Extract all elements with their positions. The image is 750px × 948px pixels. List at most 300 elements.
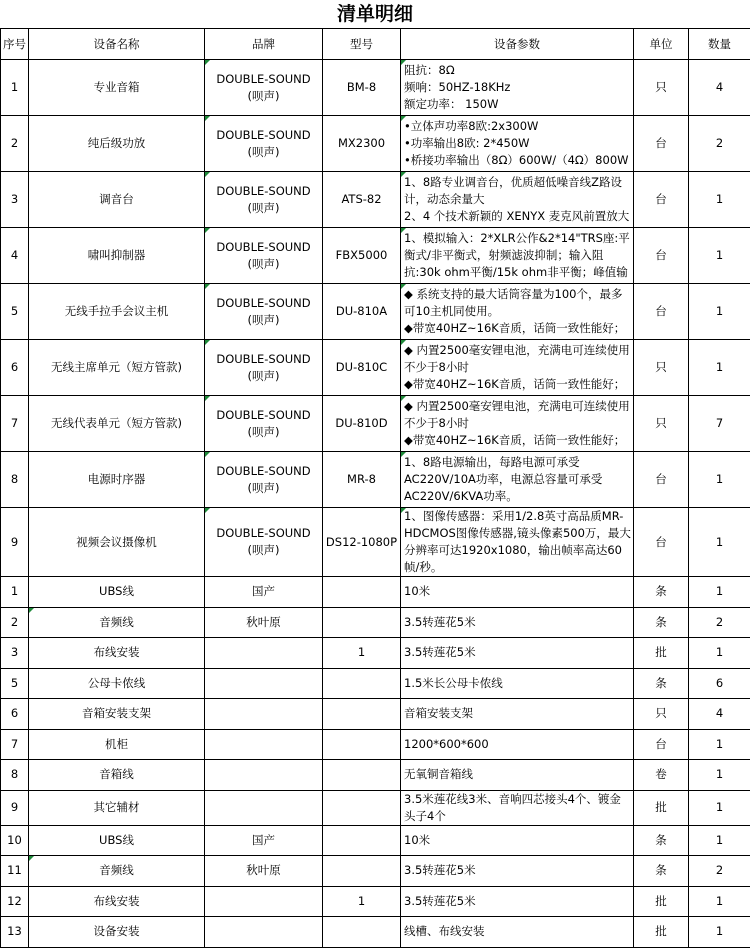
row-name-cell [29,228,205,284]
row-params-cell [401,172,634,228]
row-no-text: 9 [11,535,18,549]
row-params-cell [401,917,634,948]
row-name-cell [29,452,205,508]
row-unit-text: 台 [655,192,667,206]
row-brand-text: DOUBLE-SOUND (呗声) [207,351,320,385]
row-params-text: 10米 [404,832,631,849]
row-name-text: 音频线 [99,863,134,877]
row-name-cell [29,340,205,396]
row-name-text: 专业音箱 [94,80,140,94]
row-brand-text: DOUBLE-SOUND (呗声) [207,183,320,217]
row-model-text: 1 [358,894,365,908]
row-model-text: MR-8 [347,472,376,486]
row-unit-cell [634,760,689,791]
row-brand-text: 国产 [207,583,320,600]
row-qty-cell [689,825,750,856]
row-name-text: 其它辅材 [94,800,140,814]
row-params-cell [401,856,634,887]
row-params-cell [401,116,634,172]
row-name-text: 设备安装 [94,924,140,938]
table-row [1,508,750,577]
row-model-cell [323,577,401,608]
row-params-cell [401,760,634,791]
row-brand-cell [205,917,323,948]
row-brand-cell [205,172,323,228]
row-name-text: 啸叫抑制器 [88,248,146,262]
row-name-text: 纯后级功放 [88,136,146,150]
row-qty-text: 1 [716,800,723,814]
row-no-text: 2 [11,136,18,150]
row-no-cell [1,60,29,116]
row-unit-text: 批 [655,645,667,659]
row-params-text: 1.5米长公母卡侬线 [404,675,631,692]
row-model-cell [323,729,401,760]
row-qty-text: 1 [716,192,723,206]
row-name-cell [29,790,205,825]
row-no-cell [1,856,29,887]
row-model-cell [323,172,401,228]
row-qty-text: 1 [716,360,723,374]
row-no-text: 8 [11,767,18,781]
row-model-text: MX2300 [338,136,385,150]
row-no-cell [1,638,29,669]
row-name-cell [29,284,205,340]
row-model-cell [323,452,401,508]
row-name-text: 无线手拉手会议主机 [65,304,169,318]
row-no-cell [1,577,29,608]
row-qty-text: 2 [716,136,723,150]
row-name-text: 无线代表单元（短方管款) [51,416,182,430]
row-qty-text: 2 [716,615,723,629]
row-model-text: DU-810D [335,416,387,430]
row-unit-text: 条 [655,676,667,690]
header-brand: 品牌 [205,29,323,60]
row-qty-cell [689,856,750,887]
row-unit-text: 台 [655,136,667,150]
row-model-cell [323,886,401,917]
row-qty-text: 1 [716,645,723,659]
row-name-cell [29,577,205,608]
row-brand-text: DOUBLE-SOUND (呗声) [207,295,320,329]
row-model-cell [323,116,401,172]
row-params-text: ◆ 系统支持的最大话筒容量为100个，最多可10主机同使用。 ◆带宽40HZ~16K音质，话筒一致性能好； [404,286,631,337]
table-row [1,638,750,669]
row-no-text: 5 [11,304,18,318]
row-no-cell [1,452,29,508]
row-params-text: 10米 [404,583,631,600]
row-brand-cell [205,790,323,825]
row-qty-cell [689,577,750,608]
row-no-cell [1,699,29,730]
table-row [1,886,750,917]
row-qty-text: 4 [716,706,723,720]
row-model-cell [323,760,401,791]
row-qty-cell [689,452,750,508]
row-brand-text: DOUBLE-SOUND (呗声) [207,239,320,273]
row-unit-text: 台 [655,304,667,318]
row-unit-cell [634,729,689,760]
row-unit-cell [634,60,689,116]
row-name-cell [29,729,205,760]
header-qty: 数量 [689,29,750,60]
row-no-cell [1,396,29,452]
row-name-cell [29,825,205,856]
header-name: 设备名称 [29,29,205,60]
row-unit-cell [634,116,689,172]
table-row [1,607,750,638]
row-qty-text: 6 [716,676,723,690]
row-qty-text: 1 [716,584,723,598]
row-brand-cell [205,760,323,791]
row-no-text: 11 [7,863,22,877]
row-unit-cell [634,886,689,917]
row-unit-text: 条 [655,863,667,877]
table-row [1,668,750,699]
row-name-text: 机柜 [105,737,128,751]
row-unit-cell [634,856,689,887]
row-brand-text: DOUBLE-SOUND (呗声) [207,407,320,441]
row-unit-cell [634,508,689,577]
table-row [1,577,750,608]
row-params-cell [401,508,634,577]
row-model-text: DU-810A [336,304,387,318]
row-params-cell [401,699,634,730]
row-unit-text: 条 [655,833,667,847]
row-qty-cell [689,729,750,760]
row-params-text: 1、8路专业调音台，优质超低噪音线Z路设计，动态余量大 2、4 个技术新颖的 XENYX 麦克风前置放大 [404,174,631,225]
row-qty-text: 1 [716,767,723,781]
row-brand-cell [205,284,323,340]
row-brand-cell [205,577,323,608]
row-name-cell [29,668,205,699]
row-unit-cell [634,172,689,228]
row-model-cell [323,508,401,577]
row-unit-cell [634,577,689,608]
row-qty-cell [689,760,750,791]
row-brand-cell [205,508,323,577]
header-unit: 单位 [634,29,689,60]
row-params-cell [401,886,634,917]
row-qty-cell [689,638,750,669]
row-qty-cell [689,284,750,340]
table-row [1,284,750,340]
row-qty-cell [689,228,750,284]
row-name-cell [29,60,205,116]
row-unit-text: 台 [655,535,667,549]
row-brand-text: 国产 [207,832,320,849]
row-params-text: 1、模拟输入：2*XLR公作&2*14"TRS座:平衡式/非平衡式，射频滤波抑制；输入阻抗:30k ohm平衡/15k ohm非平衡；峰值输 [404,230,631,281]
row-params-cell [401,396,634,452]
row-qty-text: 4 [716,80,723,94]
row-params-text: 音箱安装支架 [404,705,631,722]
row-unit-cell [634,917,689,948]
table-row [1,228,750,284]
row-name-cell [29,699,205,730]
row-no-text: 10 [7,833,22,847]
row-params-text: 1、图像传感器：采用1/2.8英寸高品质MR-HDCMOS图像传感器,镜头像素500万，最大分辨率可达1920x1080，输出帧率高达60帧/秒。 [404,508,631,576]
row-no-cell [1,729,29,760]
row-model-cell [323,790,401,825]
row-no-cell [1,116,29,172]
row-unit-cell [634,668,689,699]
table-row [1,60,750,116]
row-no-cell [1,668,29,699]
row-model-cell [323,60,401,116]
row-no-cell [1,172,29,228]
row-no-text: 13 [7,924,22,938]
row-params-cell [401,729,634,760]
row-params-cell [401,790,634,825]
table-row [1,917,750,948]
row-unit-cell [634,825,689,856]
row-qty-cell [689,790,750,825]
row-name-text: 音箱安装支架 [82,706,151,720]
table-row [1,699,750,730]
row-brand-cell [205,228,323,284]
row-model-cell [323,668,401,699]
table-header-row [1,29,750,60]
row-brand-cell [205,856,323,887]
row-params-text: 线槽、布线安装 [404,923,631,940]
row-name-cell [29,886,205,917]
row-brand-text: DOUBLE-SOUND (呗声) [207,127,320,161]
table-row [1,396,750,452]
row-name-text: UBS线 [99,584,134,598]
row-name-text: 音箱线 [99,767,134,781]
row-params-text: ◆ 内置2500毫安锂电池，充满电可连续使用不少于8小时 ◆带宽40HZ~16K音质，话筒一致性能好； [404,398,631,449]
row-name-cell [29,917,205,948]
row-no-text: 6 [11,360,18,374]
row-params-cell [401,577,634,608]
row-name-text: 音频线 [99,615,134,629]
row-unit-text: 批 [655,924,667,938]
row-name-text: 视频会议摄像机 [76,535,157,549]
row-model-text: BM-8 [347,80,376,94]
row-no-text: 4 [11,248,18,262]
row-model-cell [323,228,401,284]
header-model: 型号 [323,29,401,60]
row-brand-cell [205,396,323,452]
row-no-text: 9 [11,800,18,814]
row-unit-cell [634,790,689,825]
row-name-cell [29,508,205,577]
row-qty-text: 1 [716,535,723,549]
row-qty-text: 1 [716,924,723,938]
row-no-cell [1,228,29,284]
row-name-text: 电源时序器 [88,472,146,486]
row-no-text: 3 [11,192,18,206]
row-unit-text: 台 [655,248,667,262]
row-name-text: UBS线 [99,833,134,847]
row-params-text: 无氧铜音箱线 [404,766,631,783]
row-unit-cell [634,396,689,452]
table-row [1,116,750,172]
row-name-cell [29,607,205,638]
row-no-cell [1,825,29,856]
row-name-cell [29,638,205,669]
row-name-cell [29,116,205,172]
row-brand-cell [205,452,323,508]
row-no-cell [1,917,29,948]
row-qty-text: 1 [716,472,723,486]
row-name-cell [29,760,205,791]
table-row [1,825,750,856]
row-model-text: DS12-1080P [326,535,397,549]
row-unit-cell [634,638,689,669]
table-row [1,729,750,760]
row-params-cell [401,60,634,116]
row-qty-cell [689,607,750,638]
row-no-text: 2 [11,615,18,629]
row-no-cell [1,340,29,396]
row-no-text: 7 [11,737,18,751]
row-no-text: 6 [11,706,18,720]
row-qty-cell [689,60,750,116]
row-unit-text: 批 [655,894,667,908]
header-params: 设备参数 [401,29,634,60]
row-name-cell [29,396,205,452]
row-no-text: 1 [11,584,18,598]
row-unit-cell [634,607,689,638]
row-params-text: 1200*600*600 [404,736,631,753]
row-qty-text: 1 [716,248,723,262]
row-model-cell [323,856,401,887]
row-no-text: 3 [11,645,18,659]
row-params-text: 3.5米莲花线3米、音响四芯接头4个、镀金头子4个 [404,791,631,825]
row-params-cell [401,452,634,508]
row-qty-text: 1 [716,894,723,908]
row-no-text: 8 [11,472,18,486]
row-unit-text: 只 [655,706,667,720]
row-name-text: 无线主席单元（短方管款) [51,360,182,374]
row-unit-text: 台 [655,737,667,751]
row-qty-text: 7 [716,416,723,430]
table-row [1,452,750,508]
row-brand-text: 秋叶原 [207,614,320,631]
row-no-cell [1,790,29,825]
row-brand-cell [205,638,323,669]
header-no: 序号 [1,29,29,60]
row-brand-cell [205,699,323,730]
row-brand-text: DOUBLE-SOUND (呗声) [207,463,320,497]
row-unit-cell [634,452,689,508]
table-row [1,856,750,887]
row-qty-cell [689,340,750,396]
row-model-cell [323,396,401,452]
row-params-text: ◆ 内置2500毫安锂电池，充满电可连续使用不少于8小时 ◆带宽40HZ~16K音质，话筒一致性能好； [404,342,631,393]
row-unit-text: 卷 [655,767,667,781]
table-row [1,172,750,228]
row-params-cell [401,638,634,669]
row-model-cell [323,284,401,340]
row-qty-cell [689,116,750,172]
row-model-cell [323,699,401,730]
row-name-cell [29,856,205,887]
row-brand-cell [205,668,323,699]
row-qty-cell [689,917,750,948]
row-params-text: 阻抗：8Ω 频响：50HZ-18KHz 额定功率： 150W [404,62,631,113]
row-qty-text: 1 [716,833,723,847]
inventory-table [0,28,750,948]
row-model-text: 1 [358,645,365,659]
row-params-cell [401,825,634,856]
row-name-text: 布线安装 [94,645,140,659]
row-model-cell [323,340,401,396]
row-name-text: 调音台 [99,192,134,206]
row-model-cell [323,607,401,638]
row-name-cell [29,172,205,228]
row-params-cell [401,228,634,284]
row-model-text: ATS-82 [341,192,381,206]
row-brand-cell [205,60,323,116]
row-params-cell [401,668,634,699]
row-qty-text: 2 [716,863,723,877]
row-brand-cell [205,116,323,172]
row-unit-text: 只 [655,416,667,430]
row-model-text: DU-810C [336,360,387,374]
row-brand-cell [205,825,323,856]
row-params-text: 3.5转莲花5米 [404,644,631,661]
row-params-text: •立体声功率8欧:2x300W •功率输出8欧: 2*450W •桥接功率输出（8Ω）600W/（4Ω）800W [404,118,631,169]
row-qty-text: 1 [716,304,723,318]
row-no-text: 7 [11,416,18,430]
row-unit-cell [634,284,689,340]
row-params-text: 1、8路电源输出，每路电源可承受AC220V/10A功率，电源总容量可承受AC220V/6KVA功率。 [404,454,631,505]
row-unit-text: 条 [655,584,667,598]
row-brand-cell [205,729,323,760]
row-brand-text: 秋叶原 [207,862,320,879]
table-row [1,790,750,825]
row-params-text: 3.5转莲花5米 [404,614,631,631]
row-no-cell [1,760,29,791]
row-qty-cell [689,668,750,699]
row-brand-text: DOUBLE-SOUND (呗声) [207,525,320,559]
row-name-text: 布线安装 [94,894,140,908]
row-no-cell [1,508,29,577]
row-unit-text: 只 [655,80,667,94]
row-params-text: 3.5转莲花5米 [404,862,631,879]
row-brand-text: DOUBLE-SOUND (呗声) [207,71,320,105]
row-qty-cell [689,699,750,730]
row-model-cell [323,917,401,948]
row-no-cell [1,284,29,340]
row-params-text: 3.5转莲花5米 [404,893,631,910]
row-qty-cell [689,396,750,452]
row-brand-cell [205,886,323,917]
table-row [1,760,750,791]
row-brand-cell [205,340,323,396]
row-params-cell [401,284,634,340]
row-brand-cell [205,607,323,638]
row-params-cell [401,607,634,638]
row-unit-text: 批 [655,800,667,814]
table-row [1,340,750,396]
row-unit-text: 只 [655,360,667,374]
row-no-text: 12 [7,894,22,908]
row-qty-cell [689,172,750,228]
row-unit-text: 台 [655,472,667,486]
row-name-text: 公母卡侬线 [88,676,146,690]
page-title: 清单明细 [0,0,750,28]
row-no-text: 1 [11,80,18,94]
row-no-text: 5 [11,676,18,690]
row-model-cell [323,638,401,669]
row-unit-cell [634,228,689,284]
row-qty-cell [689,886,750,917]
row-qty-cell [689,508,750,577]
row-qty-text: 1 [716,737,723,751]
row-unit-cell [634,699,689,730]
